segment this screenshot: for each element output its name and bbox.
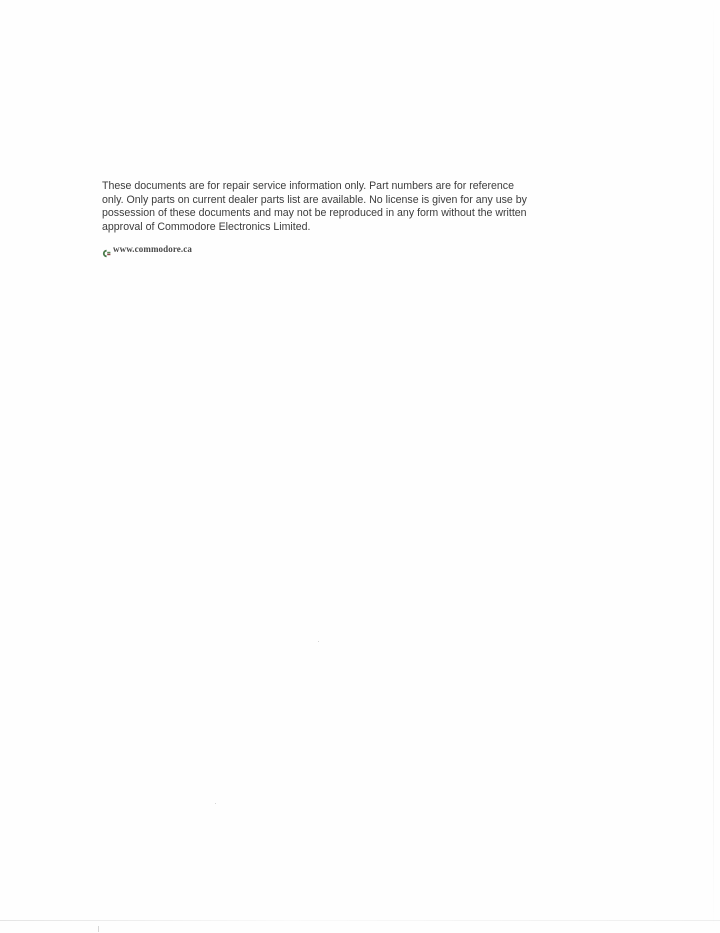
disclaimer-line-4: approval of Commodore Electronics Limited.: [102, 221, 311, 234]
scan-speck: [215, 803, 216, 804]
commodore-logo-icon: [102, 245, 111, 254]
scan-speck: [318, 641, 319, 642]
website-credit: [102, 242, 192, 256]
disclaimer-paragraph: [102, 180, 610, 235]
website-url: www.commodore.ca: [113, 244, 192, 254]
scan-speck: [98, 926, 99, 932]
disclaimer-line-2: only. Only parts on current dealer parts list are available. No license is given for any use by: [102, 193, 527, 206]
page-edge-bottom: [0, 920, 720, 921]
disclaimer-line-3: possession of these documents and may not be reproduced in any form without the written: [102, 207, 527, 220]
disclaimer-line-1: These documents are for repair service information only. Part numbers are for reference: [102, 180, 514, 192]
page-edge-right: [713, 0, 714, 933]
